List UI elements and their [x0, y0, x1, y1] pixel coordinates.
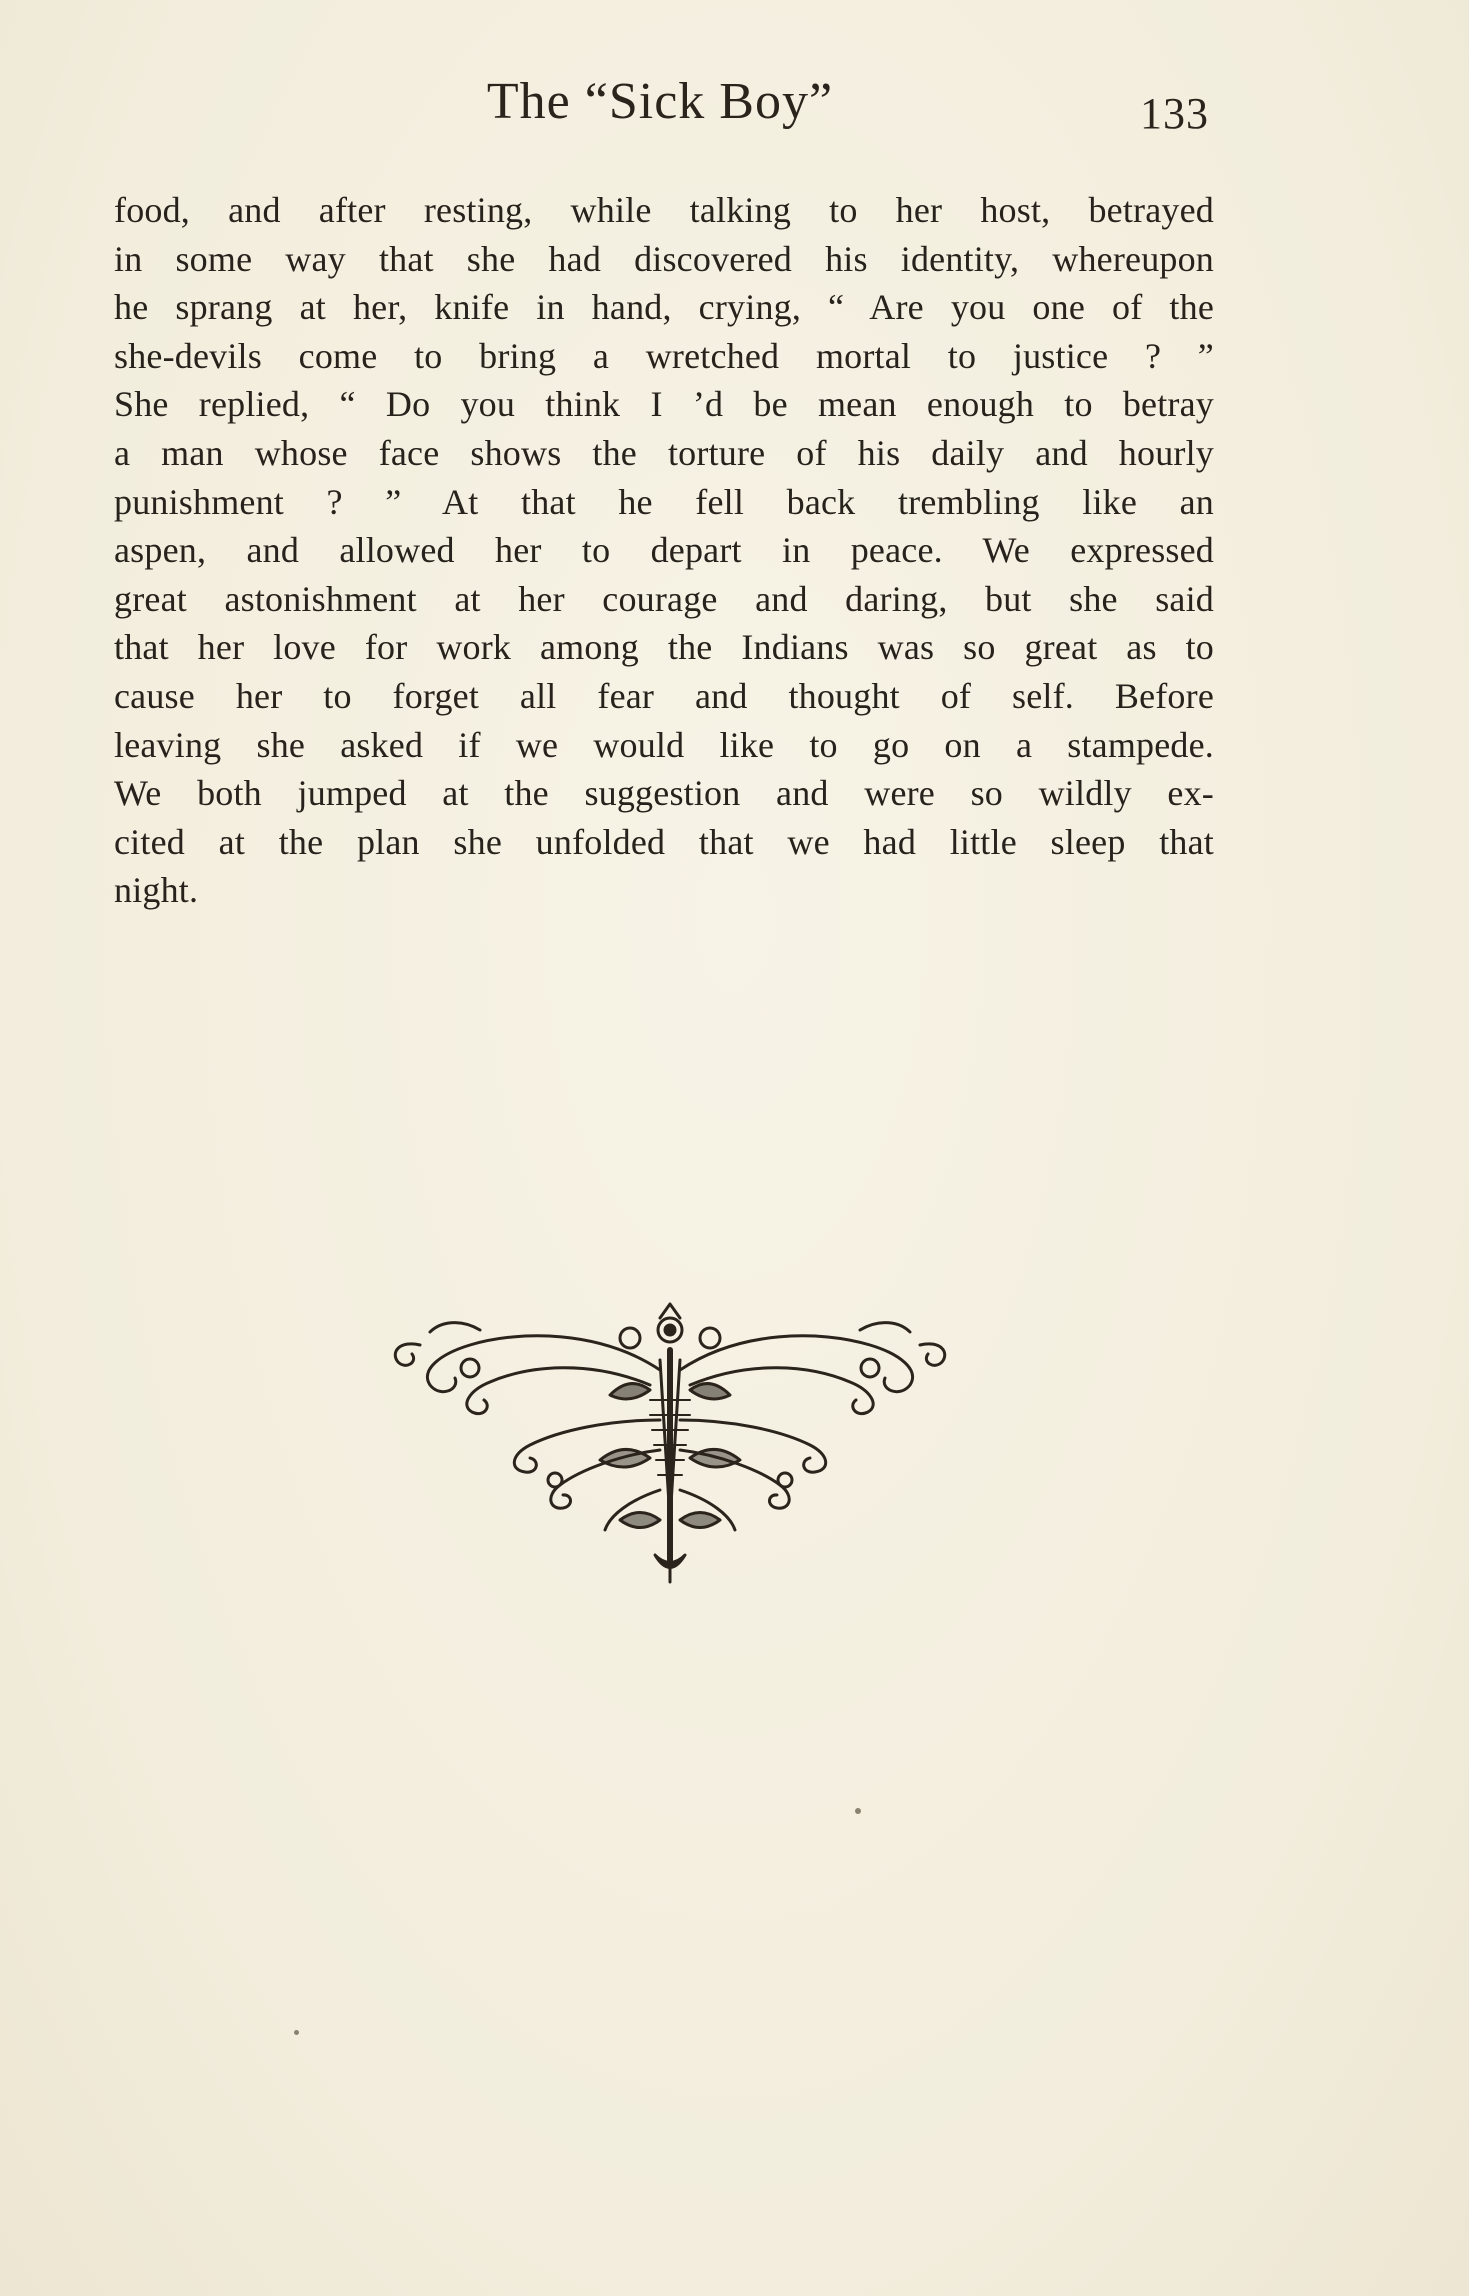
text-line: aspen, and allowed her to depart in peace. We expressed: [114, 530, 1214, 571]
paper-speck: [294, 2030, 299, 2035]
text-line: She replied, “ Do you think I ’d be mean enough to betray: [114, 384, 1214, 425]
text-line: punishment ? ” At that he fell back trembling like an: [114, 481, 1214, 522]
running-title: The “Sick Boy”: [486, 73, 834, 130]
text-line: she-devils come to bring a wretched mortal to justice ? ”: [114, 335, 1214, 376]
text-line: in some way that she had discovered his identity, whereupon: [114, 238, 1214, 279]
text-line: cited at the plan she unfolded that we had little sleep that: [114, 821, 1214, 862]
running-head: [0, 72, 1469, 142]
text-line: leaving she asked if we would like to go on a stampede.: [114, 724, 1214, 765]
text-line: he sprang at her, knife in hand, crying, “ Are you one of the: [114, 287, 1214, 328]
paper-speck: [855, 1808, 861, 1814]
text-line: night.: [114, 870, 199, 911]
page-number: 133: [1140, 89, 1209, 138]
text-line: a man whose face shows the torture of his daily and hourly: [114, 432, 1214, 473]
text-line: great astonishment at her courage and daring, but she said: [114, 578, 1214, 619]
text-line: cause her to forget all fear and thought of self. Before: [114, 675, 1214, 716]
text-line: that her love for work among the Indians was so great as to: [114, 627, 1214, 668]
text-line: food, and after resting, while talking to her host, betrayed: [114, 190, 1214, 230]
floral-tailpiece-icon: [360, 1290, 980, 1590]
body-paragraph: [114, 186, 1214, 915]
text-line: We both jumped at the suggestion and were so wildly ex-: [114, 773, 1214, 814]
